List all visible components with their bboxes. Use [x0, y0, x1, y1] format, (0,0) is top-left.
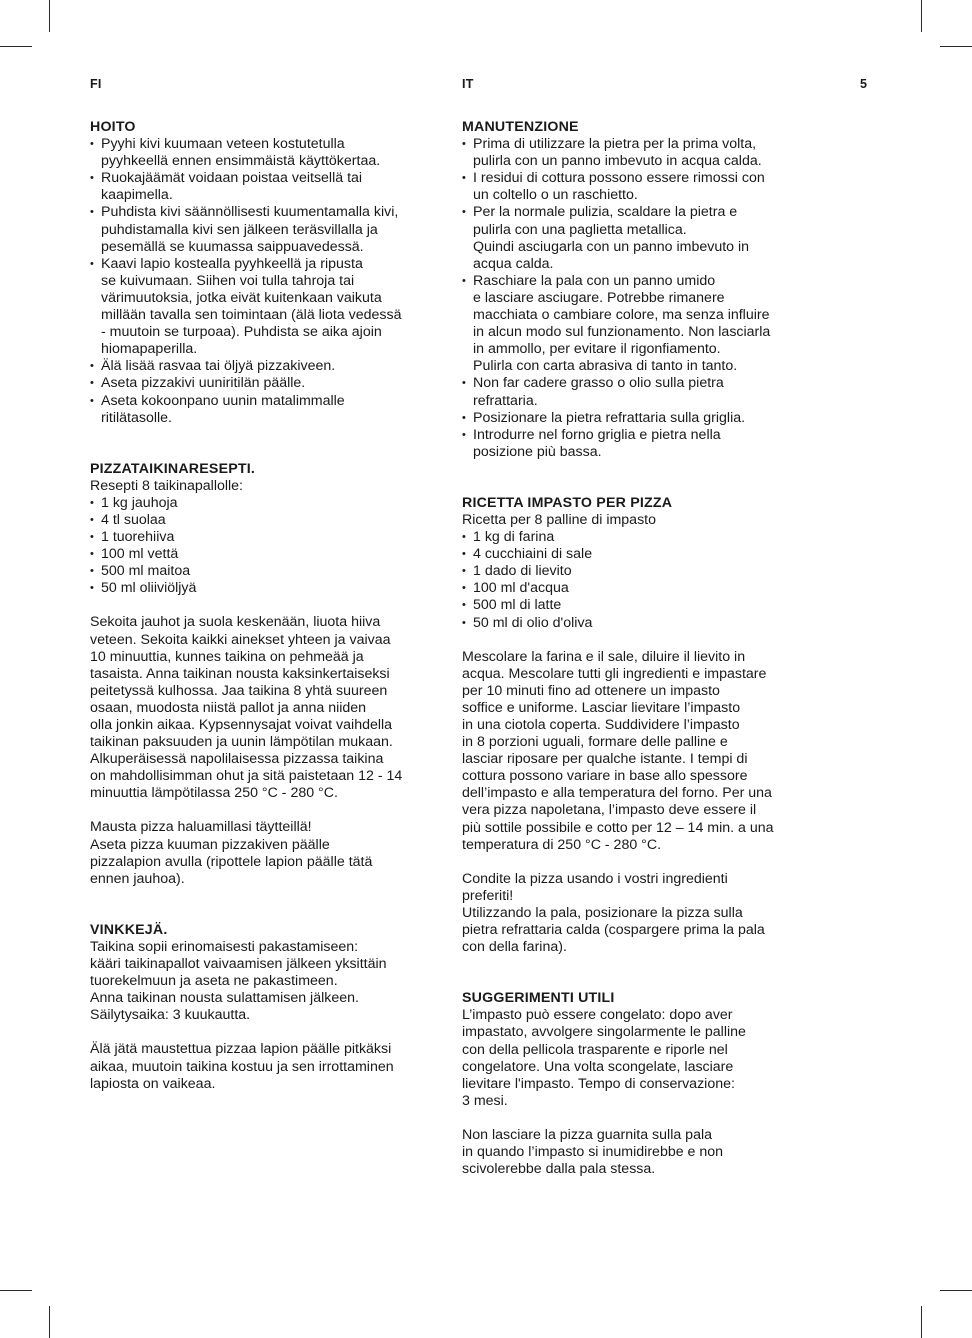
crop-mark — [940, 1290, 972, 1291]
section-title: PIZZATAIKINARESEPTI. — [90, 460, 256, 477]
list-item: • 50 ml oliiviöljyä — [90, 580, 435, 597]
paragraph: Sekoita jauhot ja suola keskenään, liuota hiiva veteen. Sekoita kaikki ainekset yhteen ja vaivaa 10 minuuttia, kunnes taikina on pehmeää ja tasaista. Anna taikinan nousta kaksinkertaiseksi peitetyssä kulhossa. Jaa taikina 8 yhtä suureen osaan, muodosta niistä pallot ja anna niiden olla jonkin aikaa. Kypsennysajat voivat vaihdella taikinan paksuuden ja uunin lämpötilan mukaan. Alkuperäisessä napolilaisessa pizzassa taikina on mahdollisimman ohut ja sitä paistetaan 12 - 14 minuuttia lämpötilassa 250 °C - 280 °C. — [90, 614, 403, 802]
list-item: • Aseta kokoonpano uunin matalimmalle ritilätasolle. — [90, 393, 435, 427]
paragraph: Taikina sopii erinomaisesti pakastamiseen: kääri taikinapallot vaivaamisen jälkeen yksittäin tuorekelmuun ja aseta ne pakastimeen. Anna taikinan nousta sulattamisen jälkeen. Säilytysaika: 3 kuukautta. — [90, 938, 387, 1024]
paragraph: L’impasto può essere congelato: dopo aver impastato, avvolgere singolarmente le palline con della pellicola trasparente e riporle nel congelatore. Una volta scongelate, lasciare lievitare l'impasto. Tempo di conservazione: 3 mesi. — [462, 1007, 746, 1109]
list-item: • Älä lisää rasvaa tai öljyä pizzakiveen. — [90, 358, 435, 375]
ingredient-list — [462, 529, 807, 632]
list-item: • Aseta pizzakivi uuniritilän päälle. — [90, 375, 435, 392]
list-item: • Raschiare la pala con un panno umido e lasciare asciugare. Potrebbe rimanere macchiata o cambiare colore, ma senza influire in alcun modo sul funzionamento. Non lasciarla in ammollo, per evitare il rigonfiamento. Pulirla con carta abrasiva di tanto in tanto. — [462, 273, 807, 376]
section-title: SUGGERIMENTI UTILI — [462, 990, 615, 1007]
list-item: • 500 ml maitoa — [90, 563, 435, 580]
list-item: • I residui di cottura possono essere rimossi con un coltello o un raschietto. — [462, 170, 807, 204]
list-item: • Ruokajäämät voidaan poistaa veitsellä tai kaapimella. — [90, 170, 435, 204]
list-item: • Pyyhi kivi kuumaan veteen kostutetulla pyyhkeellä ennen ensimmäistä käyttökertaa. — [90, 136, 435, 170]
crop-mark — [49, 0, 50, 32]
paragraph: Mausta pizza haluamillasi täytteillä! Aseta pizza kuuman pizzakiven päälle pizzalapion avulla (ripottele lapion päälle tätä ennen jauhoa). — [90, 819, 373, 887]
section-tips-fi — [90, 922, 435, 1093]
list-item: • 100 ml vettä — [90, 546, 435, 563]
section-tips-it — [462, 990, 807, 1178]
list-item: • 1 kg jauhoja — [90, 495, 435, 512]
crop-mark — [0, 1290, 32, 1291]
language-label-it: IT — [462, 77, 474, 91]
crop-mark — [940, 46, 972, 47]
section-title: VINKKEJÄ. — [90, 921, 168, 938]
list-item: • Introdurre nel forno griglia e pietra nella posizione più bassa. — [462, 427, 807, 461]
section-title: HOITO — [90, 119, 136, 135]
care-list — [462, 136, 807, 461]
list-item: • Posizionare la pietra refrattaria sulla griglia. — [462, 410, 807, 427]
column-fi — [90, 119, 435, 1127]
paragraph: Älä jätä maustettua pizzaa lapion päälle pitkäksi aikaa, muutoin taikina kostuu ja sen irrottaminen lapiosta on vaikeaa. — [90, 1041, 394, 1092]
list-item: • 4 tl suolaa — [90, 512, 435, 529]
paragraph: Non lasciare la pizza guarnita sulla pala in quando l’impasto si inumidirebbe e non scivolerebbe dalla pala stessa. — [462, 1126, 724, 1178]
section-care-it — [462, 119, 807, 461]
recipe-subtitle: Ricetta per 8 palline di impasto — [462, 511, 656, 528]
section-recipe-it — [462, 495, 807, 956]
list-item: • 1 kg di farina — [462, 529, 807, 546]
page-number: 5 — [860, 77, 868, 91]
list-item: • Per la normale pulizia, scaldare la pietra e pulirla con una paglietta metallica. Quindi asciugarla con un panno imbevuto in acqua calda. — [462, 204, 807, 272]
section-care-fi — [90, 119, 435, 427]
paragraph: Mescolare la farina e il sale, diluire il lievito in acqua. Mescolare tutti gli ingredienti e impastare per 10 minuti fino ad ottenere un impasto soffice e uniforme. Lasciar lievitare l’impasto in una ciotola coperta. Suddividere l’impasto in 8 porzioni uguali, formare delle palline e lasciar riposare per qualche istante. I tempi di cottura possono variare in base allo spessore dell’impasto e alla temperatura del forno. Per una vera pizza napoletana, l’impasto deve essere il più sottile possibile e cotto per 12 – 14 min. a una temperatura di 250 °C - 280 °C. — [462, 648, 774, 853]
list-item: • 1 dado di lievito — [462, 563, 807, 580]
list-item: • 100 ml d'acqua — [462, 580, 807, 597]
list-item: • 50 ml di olio d'oliva — [462, 615, 807, 632]
language-label-fi: FI — [90, 77, 102, 91]
list-item: • Prima di utilizzare la pietra per la prima volta, pulirla con un panno imbevuto in acqua calda. — [462, 136, 807, 170]
crop-mark — [921, 0, 922, 32]
section-recipe-fi — [90, 461, 435, 888]
recipe-subtitle: Resepti 8 taikinapallolle: — [90, 477, 244, 494]
paragraph: Condite la pizza usando i vostri ingredienti preferiti! Utilizzando la pala, posizionare la pizza sulla pietra refrattaria calda (cospargere prima la pala con della farina). — [462, 870, 765, 956]
care-list — [90, 136, 435, 427]
list-item: • 500 ml di latte — [462, 597, 807, 614]
ingredient-list — [90, 495, 435, 598]
crop-mark — [49, 1306, 50, 1338]
section-title: RICETTA IMPASTO PER PIZZA — [462, 494, 673, 511]
list-item: • 1 tuorehiiva — [90, 529, 435, 546]
crop-mark — [0, 46, 32, 47]
list-item: • Puhdista kivi säännöllisesti kuumentamalla kivi, puhdistamalla kivi sen jälkeen teräsvillalla ja pesemällä se kuumassa saippuavedessä. — [90, 204, 435, 255]
list-item: • 4 cucchiaini di sale — [462, 546, 807, 563]
section-title: MANUTENZIONE — [462, 119, 579, 135]
column-it — [462, 119, 807, 1212]
crop-mark — [921, 1306, 922, 1338]
list-item: • Kaavi lapio kostealla pyyhkeellä ja ripusta se kuivumaan. Siihen voi tulla tahroja tai värimuutoksia, jotka eivät kuitenkaan vaikuta millään tavalla sen toimintaan (älä liota vedessä - muutoin se turpoaa). Puhdista se aika ajoin hiomapaperilla. — [90, 256, 435, 359]
list-item: • Non far cadere grasso o olio sulla pietra refrattaria. — [462, 375, 807, 409]
